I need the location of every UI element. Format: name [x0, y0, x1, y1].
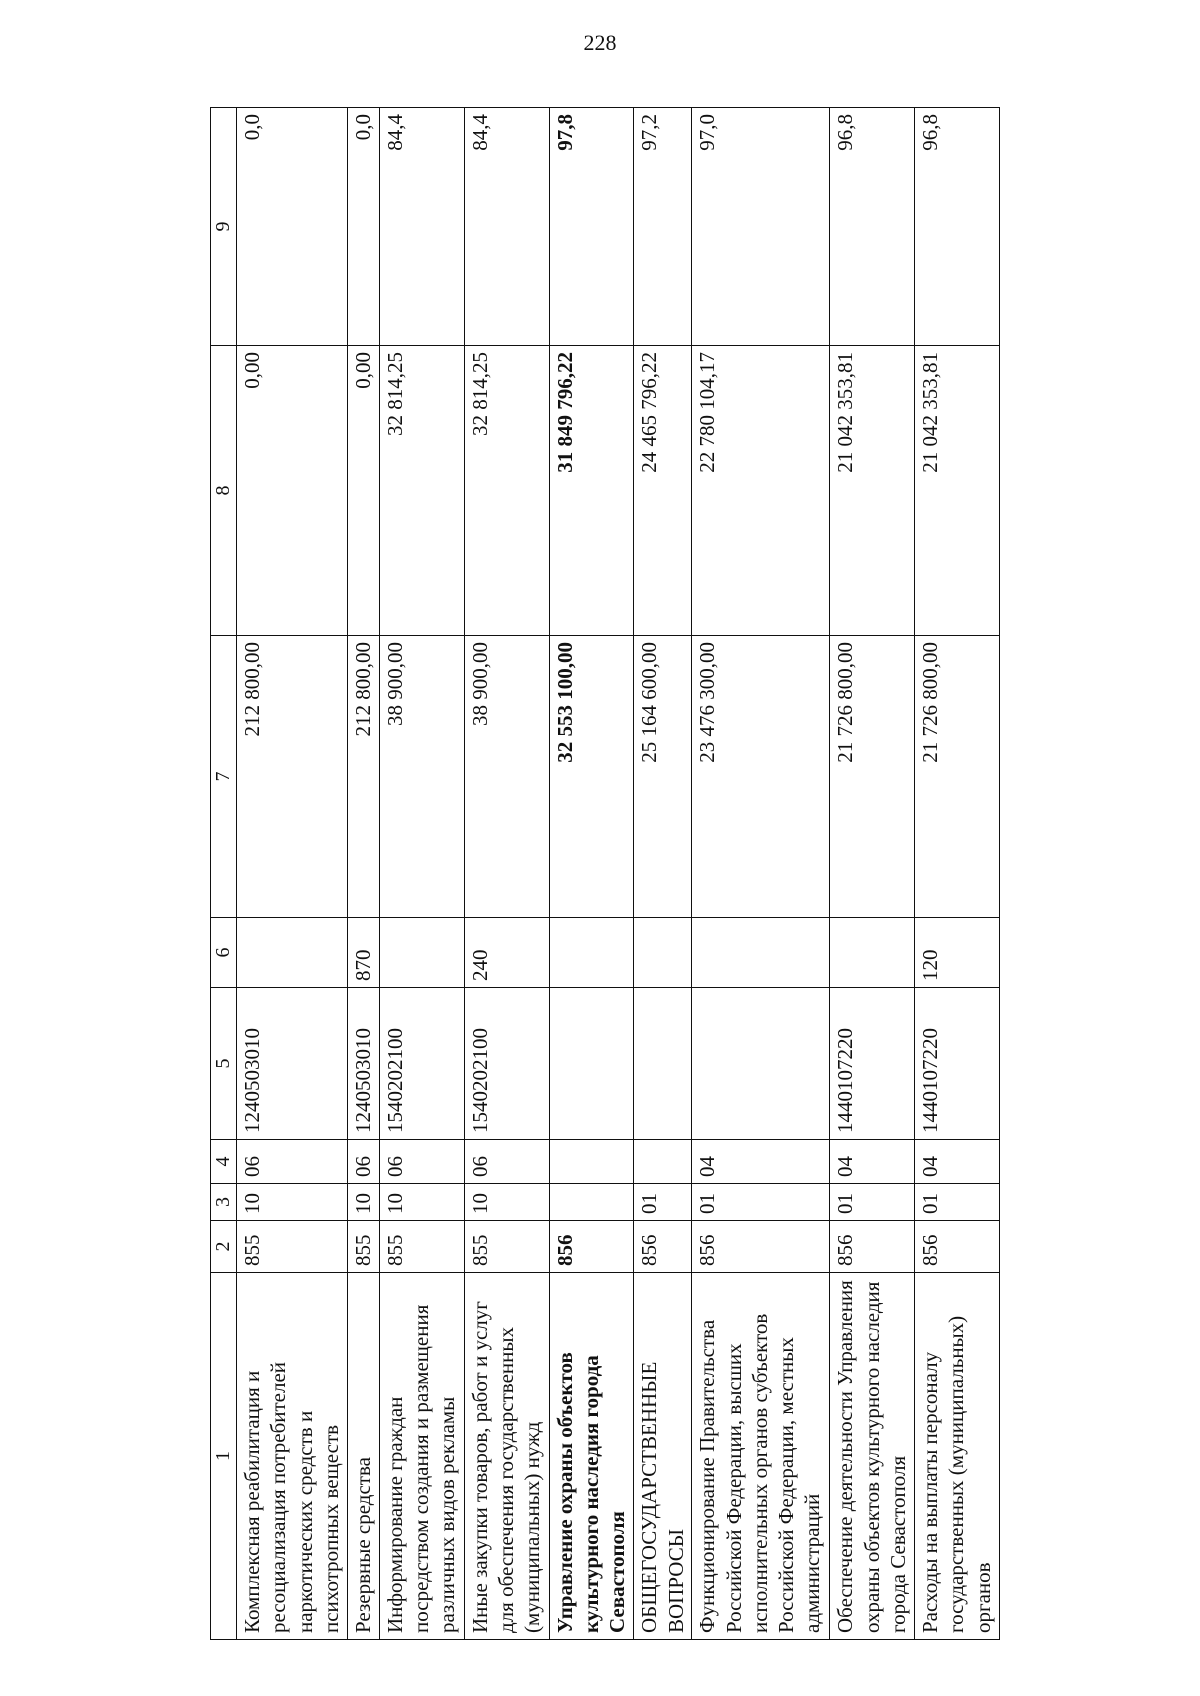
plan-amount-cell: 25 164 600,00	[634, 636, 692, 918]
expense-type-cell: 240	[464, 918, 549, 988]
expense-type-cell: 870	[348, 918, 380, 988]
subsection-cell: 06	[237, 1140, 348, 1184]
section-cell: 10	[237, 1184, 348, 1221]
row-name-cell: Расходы на выплаты персоналу государственных (муниципальных) органов	[915, 1273, 1000, 1640]
row-name-cell: Иные закупки товаров, работ и услуг для обеспечения государственных (муниципальных) нужд	[464, 1273, 549, 1640]
executed-amount-cell: 21 042 353,81	[830, 346, 915, 636]
percent-cell: 0,0	[348, 108, 380, 346]
admin-code-cell: 855	[379, 1221, 464, 1273]
target-article-cell: 1540202100	[379, 988, 464, 1140]
percent-cell: 0,0	[237, 108, 348, 346]
percent-cell: 84,4	[464, 108, 549, 346]
admin-code-cell: 856	[830, 1221, 915, 1273]
column-header-2: 2	[211, 1221, 237, 1273]
expense-type-cell	[692, 918, 830, 988]
column-header-8: 8	[211, 346, 237, 636]
budget-table	[210, 107, 1000, 1640]
table-row	[379, 108, 464, 1640]
target-article-cell: 1240503010	[237, 988, 348, 1140]
executed-amount-cell: 21 042 353,81	[915, 346, 1000, 636]
executed-amount-cell: 22 780 104,17	[692, 346, 830, 636]
admin-code-cell: 856	[915, 1221, 1000, 1273]
percent-cell: 84,4	[379, 108, 464, 346]
subsection-cell: 04	[915, 1140, 1000, 1184]
table-row	[464, 108, 549, 1640]
admin-code-cell: 855	[237, 1221, 348, 1273]
row-name-cell: ОБЩЕГОСУДАРСТВЕННЫЕ ВОПРОСЫ	[634, 1273, 692, 1640]
target-article-cell	[634, 988, 692, 1140]
column-header-7: 7	[211, 636, 237, 918]
row-name-cell: Управление охраны объектов культурного наследия города Севастополя	[549, 1273, 634, 1640]
subsection-cell	[549, 1140, 634, 1184]
executed-amount-cell: 24 465 796,22	[634, 346, 692, 636]
section-cell: 01	[830, 1184, 915, 1221]
table-row	[348, 108, 380, 1640]
target-article-cell: 1440107220	[915, 988, 1000, 1140]
subsection-cell: 04	[830, 1140, 915, 1184]
section-cell	[549, 1184, 634, 1221]
column-header-1: 1	[211, 1273, 237, 1640]
expense-type-cell	[379, 918, 464, 988]
expense-type-cell: 120	[915, 918, 1000, 988]
target-article-cell	[549, 988, 634, 1140]
subsection-cell: 06	[379, 1140, 464, 1184]
column-header-9: 9	[211, 108, 237, 346]
admin-code-cell: 855	[464, 1221, 549, 1273]
table-row	[830, 108, 915, 1640]
plan-amount-cell: 212 800,00	[348, 636, 380, 918]
subsection-cell: 06	[464, 1140, 549, 1184]
section-cell: 01	[692, 1184, 830, 1221]
plan-amount-cell: 38 900,00	[379, 636, 464, 918]
plan-amount-cell: 32 553 100,00	[549, 636, 634, 918]
rotated-table-container	[210, 108, 1000, 1640]
admin-code-cell: 856	[549, 1221, 634, 1273]
expense-type-cell	[830, 918, 915, 988]
admin-code-cell: 855	[348, 1221, 380, 1273]
admin-code-cell: 856	[634, 1221, 692, 1273]
executed-amount-cell: 32 814,25	[379, 346, 464, 636]
section-cell: 10	[379, 1184, 464, 1221]
table-header-row	[211, 108, 237, 1640]
plan-amount-cell: 212 800,00	[237, 636, 348, 918]
section-cell: 10	[348, 1184, 380, 1221]
row-name-cell: Комплексная реабилитация и ресоциализация потребителей наркотических средств и психотропных веществ	[237, 1273, 348, 1640]
column-header-4: 4	[211, 1140, 237, 1184]
subsection-cell	[634, 1140, 692, 1184]
admin-code-cell: 856	[692, 1221, 830, 1273]
table-row	[634, 108, 692, 1640]
percent-cell: 97,0	[692, 108, 830, 346]
page-number: 228	[583, 30, 617, 55]
executed-amount-cell: 0,00	[237, 346, 348, 636]
expense-type-cell	[634, 918, 692, 988]
section-cell: 01	[915, 1184, 1000, 1221]
column-header-6: 6	[211, 918, 237, 988]
subsection-cell: 06	[348, 1140, 380, 1184]
table-row	[915, 108, 1000, 1640]
target-article-cell: 1440107220	[830, 988, 915, 1140]
expense-type-cell	[237, 918, 348, 988]
table-row	[237, 108, 348, 1640]
section-cell: 01	[634, 1184, 692, 1221]
target-article-cell: 1240503010	[348, 988, 380, 1140]
percent-cell: 96,8	[915, 108, 1000, 346]
executed-amount-cell: 0,00	[348, 346, 380, 636]
plan-amount-cell: 23 476 300,00	[692, 636, 830, 918]
table-body	[237, 108, 1000, 1640]
row-name-cell: Функционирование Правительства Российской Федерации, высших исполнительных органов субъектов Российской Федерации, местных администраций	[692, 1273, 830, 1640]
plan-amount-cell: 38 900,00	[464, 636, 549, 918]
target-article-cell	[692, 988, 830, 1140]
percent-cell: 96,8	[830, 108, 915, 346]
table-row	[692, 108, 830, 1640]
row-name-cell: Информирование граждан посредством создания и размещения различных видов рекламы	[379, 1273, 464, 1640]
executed-amount-cell: 31 849 796,22	[549, 346, 634, 636]
section-cell: 10	[464, 1184, 549, 1221]
plan-amount-cell: 21 726 800,00	[915, 636, 1000, 918]
plan-amount-cell: 21 726 800,00	[830, 636, 915, 918]
percent-cell: 97,2	[634, 108, 692, 346]
row-name-cell: Обеспечение деятельности Управления охраны объектов культурного наследия города Севастополя	[830, 1273, 915, 1640]
target-article-cell: 1540202100	[464, 988, 549, 1140]
column-header-5: 5	[211, 988, 237, 1140]
subsection-cell: 04	[692, 1140, 830, 1184]
percent-cell: 97,8	[549, 108, 634, 346]
row-name-cell: Резервные средства	[348, 1273, 380, 1640]
table-row	[549, 108, 634, 1640]
expense-type-cell	[549, 918, 634, 988]
executed-amount-cell: 32 814,25	[464, 346, 549, 636]
column-header-3: 3	[211, 1184, 237, 1221]
